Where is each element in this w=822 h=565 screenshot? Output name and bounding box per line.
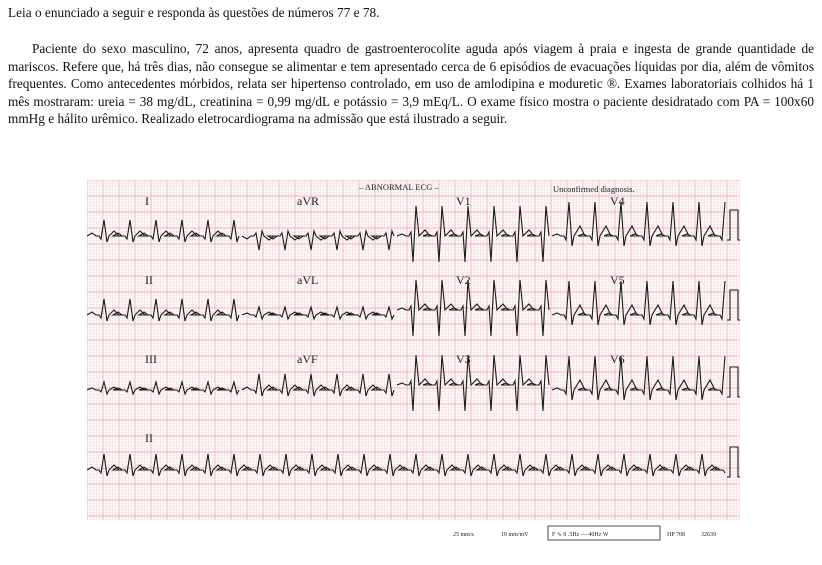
case-text: Paciente do sexo masculino, 72 anos, apresenta quadro de gastroenterocolite aguda após viagem à praia e ingesta de grande quantidade de mariscos. Refere que, há três dias, não consegue se alimentar e tem apresentado cerca de 6 episódios de evacuações líquidas por dia, além de vômitos frequentes. Como antecedentes mórbidos, relata ser hipertenso controlado, em uso de amlodipina e moduretic ®. Exames laboratoriais colhidos há 1 mês mostraram: ureia = 38 mg/dL, creatinina = 0,99 mg/dL e potássio = 3,9 mEq/L. O exame físico mostra o paciente desidratado com PA = 100x60 mmHg e hálito urêmico. Realizado eletrocardiograma na admissão que está ilustrado a seguir.	[8, 41, 814, 127]
lead-label-aVF: aVF	[297, 352, 318, 366]
ecg-figure	[87, 180, 740, 542]
ecg-code: 32639	[701, 532, 716, 538]
intro-line: Leia o enunciado a seguir e responda às questões de números 77 e 78.	[8, 5, 380, 20]
lead-label-V1: V1	[456, 194, 471, 208]
lead-label-V5: V5	[610, 273, 625, 287]
lead-label-aVL: aVL	[297, 273, 319, 287]
lead-label-aVR: aVR	[297, 194, 319, 208]
lead-label-V2: V2	[456, 273, 471, 287]
ecg-header-right: Unconfirmed diagnosis.	[553, 184, 635, 194]
lead-label-III: III	[145, 352, 157, 366]
lead-label-II: II	[145, 273, 153, 287]
lead-label-I: I	[145, 194, 149, 208]
ecg-model: HP 708	[667, 532, 685, 538]
lead-label-V4: V4	[610, 194, 625, 208]
ecg-speed: 25 mm/s	[453, 532, 474, 538]
ecg-header-left: – ABNORMAL ECG –	[359, 182, 439, 192]
ecg-gain: 10 mm/mV	[501, 532, 529, 538]
lead-label-V3: V3	[456, 352, 471, 366]
ecg-filter: F ∿ 0 .5Hz — 40Hz W	[552, 532, 609, 538]
case-paragraph	[8, 40, 814, 128]
ecg-strip	[87, 180, 740, 542]
lead-label-V6: V6	[610, 352, 625, 366]
lead-label-rhythm-II: II	[145, 431, 153, 445]
